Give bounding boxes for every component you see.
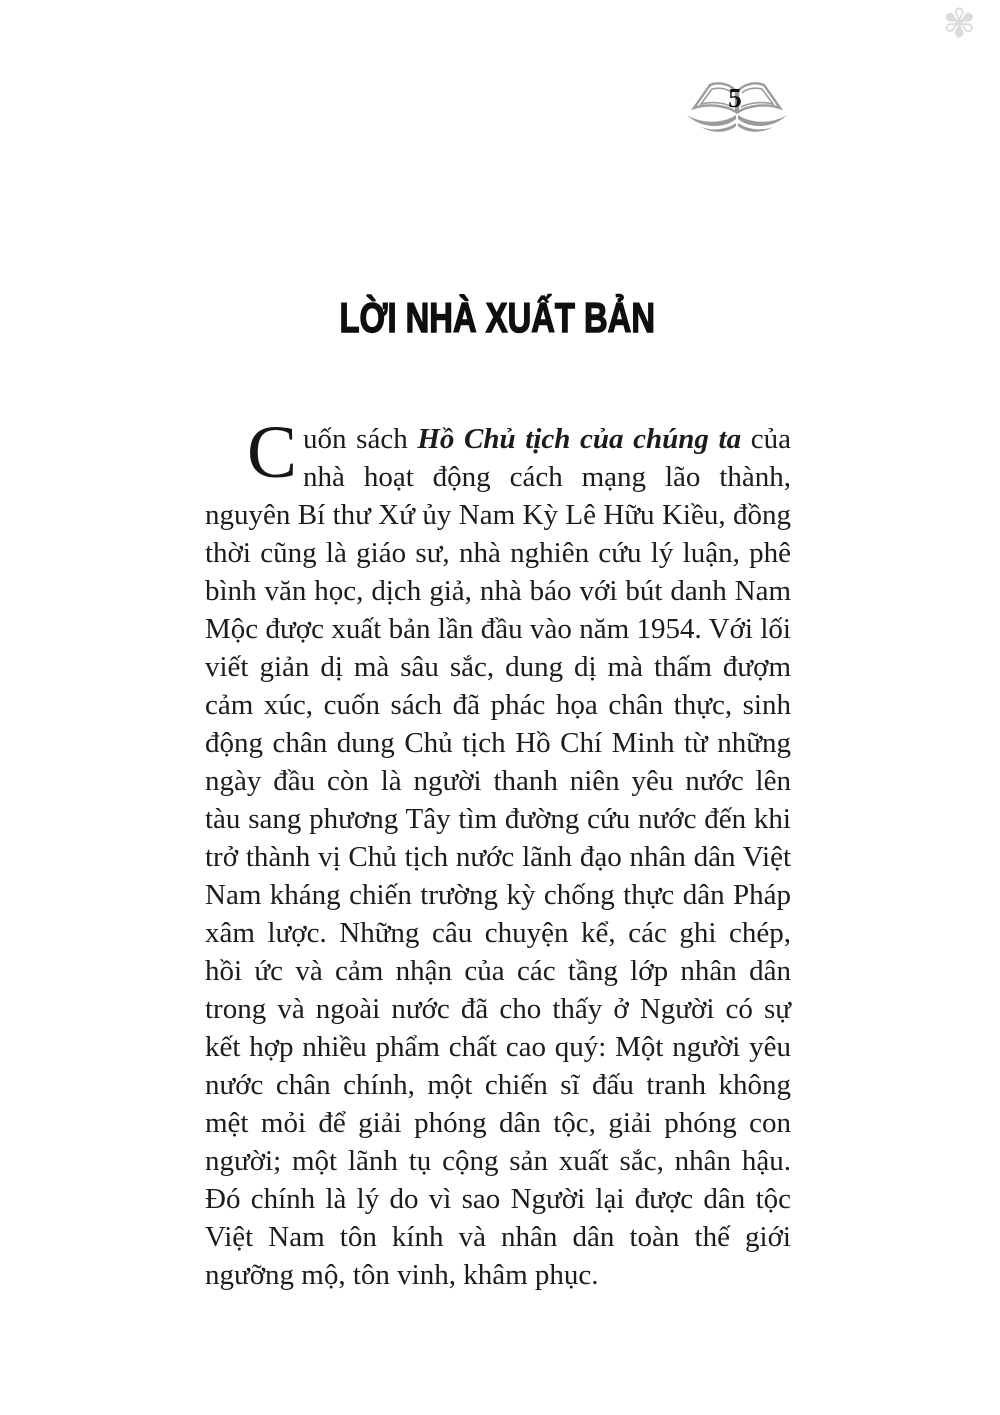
publisher-foreword-paragraph xyxy=(205,411,792,1294)
flower-ornament-icon: ✾ xyxy=(942,1,976,47)
body-text-block xyxy=(205,411,792,1294)
referenced-book-title: Hồ Chủ tịch của chúng ta xyxy=(417,423,742,455)
paragraph-rest-text: của nhà hoạt động cách mạng lão thành, nguyên Bí thư Xứ ủy Nam Kỳ Lê Hữu Kiều, đồng thời cũng là giáo sư, nhà nghiên cứu lý luận, phê bình văn học, dịch giả, nhà báo với bút danh Nam Mộc được xuất bản lần đầu vào năm 1954. Với lối viết giản dị mà sâu sắc, dung dị mà thấm đượm cảm xúc, cuốn sách đã phác họa chân thực, sinh động chân dung Chủ tịch Hồ Chí Minh từ những ngày đầu còn là người thanh niên yêu nước lên tàu sang phương Tây tìm đường cứu nước đến khi trở thành vị Chủ tịch nước lãnh đạo nhân dân Việt Nam kháng chiến trường kỳ chống thực dân Pháp xâm lược. Những câu chuyện kể, các ghi chép, hồi ức và cảm nhận của các tầng lớp nhân dân trong và ngoài nước đã cho thấy ở Người có sự kết hợp nhiều phẩm chất cao quý: Một người yêu nước chân chính, một chiến sĩ đấu tranh không mệt mỏi để giải phóng dân tộc, giải phóng con người; một lãnh tụ cộng sản xuất sắc, nhân hậu. Đó chính là lý do vì sao Người lại được dân tộc Việt Nam tôn kính và nhân dân toàn thế giới ngưỡng mộ, tôn vinh, khâm phục. xyxy=(205,423,792,1291)
chapter-title: LỜI NHÀ XUẤT BẢN xyxy=(339,294,656,341)
chapter-title-row xyxy=(205,296,790,340)
page-number: 5 xyxy=(728,83,742,113)
drop-cap: C xyxy=(247,411,298,494)
page-number-ornament xyxy=(684,76,790,140)
paragraph-lead-text: uốn sách xyxy=(303,423,418,455)
